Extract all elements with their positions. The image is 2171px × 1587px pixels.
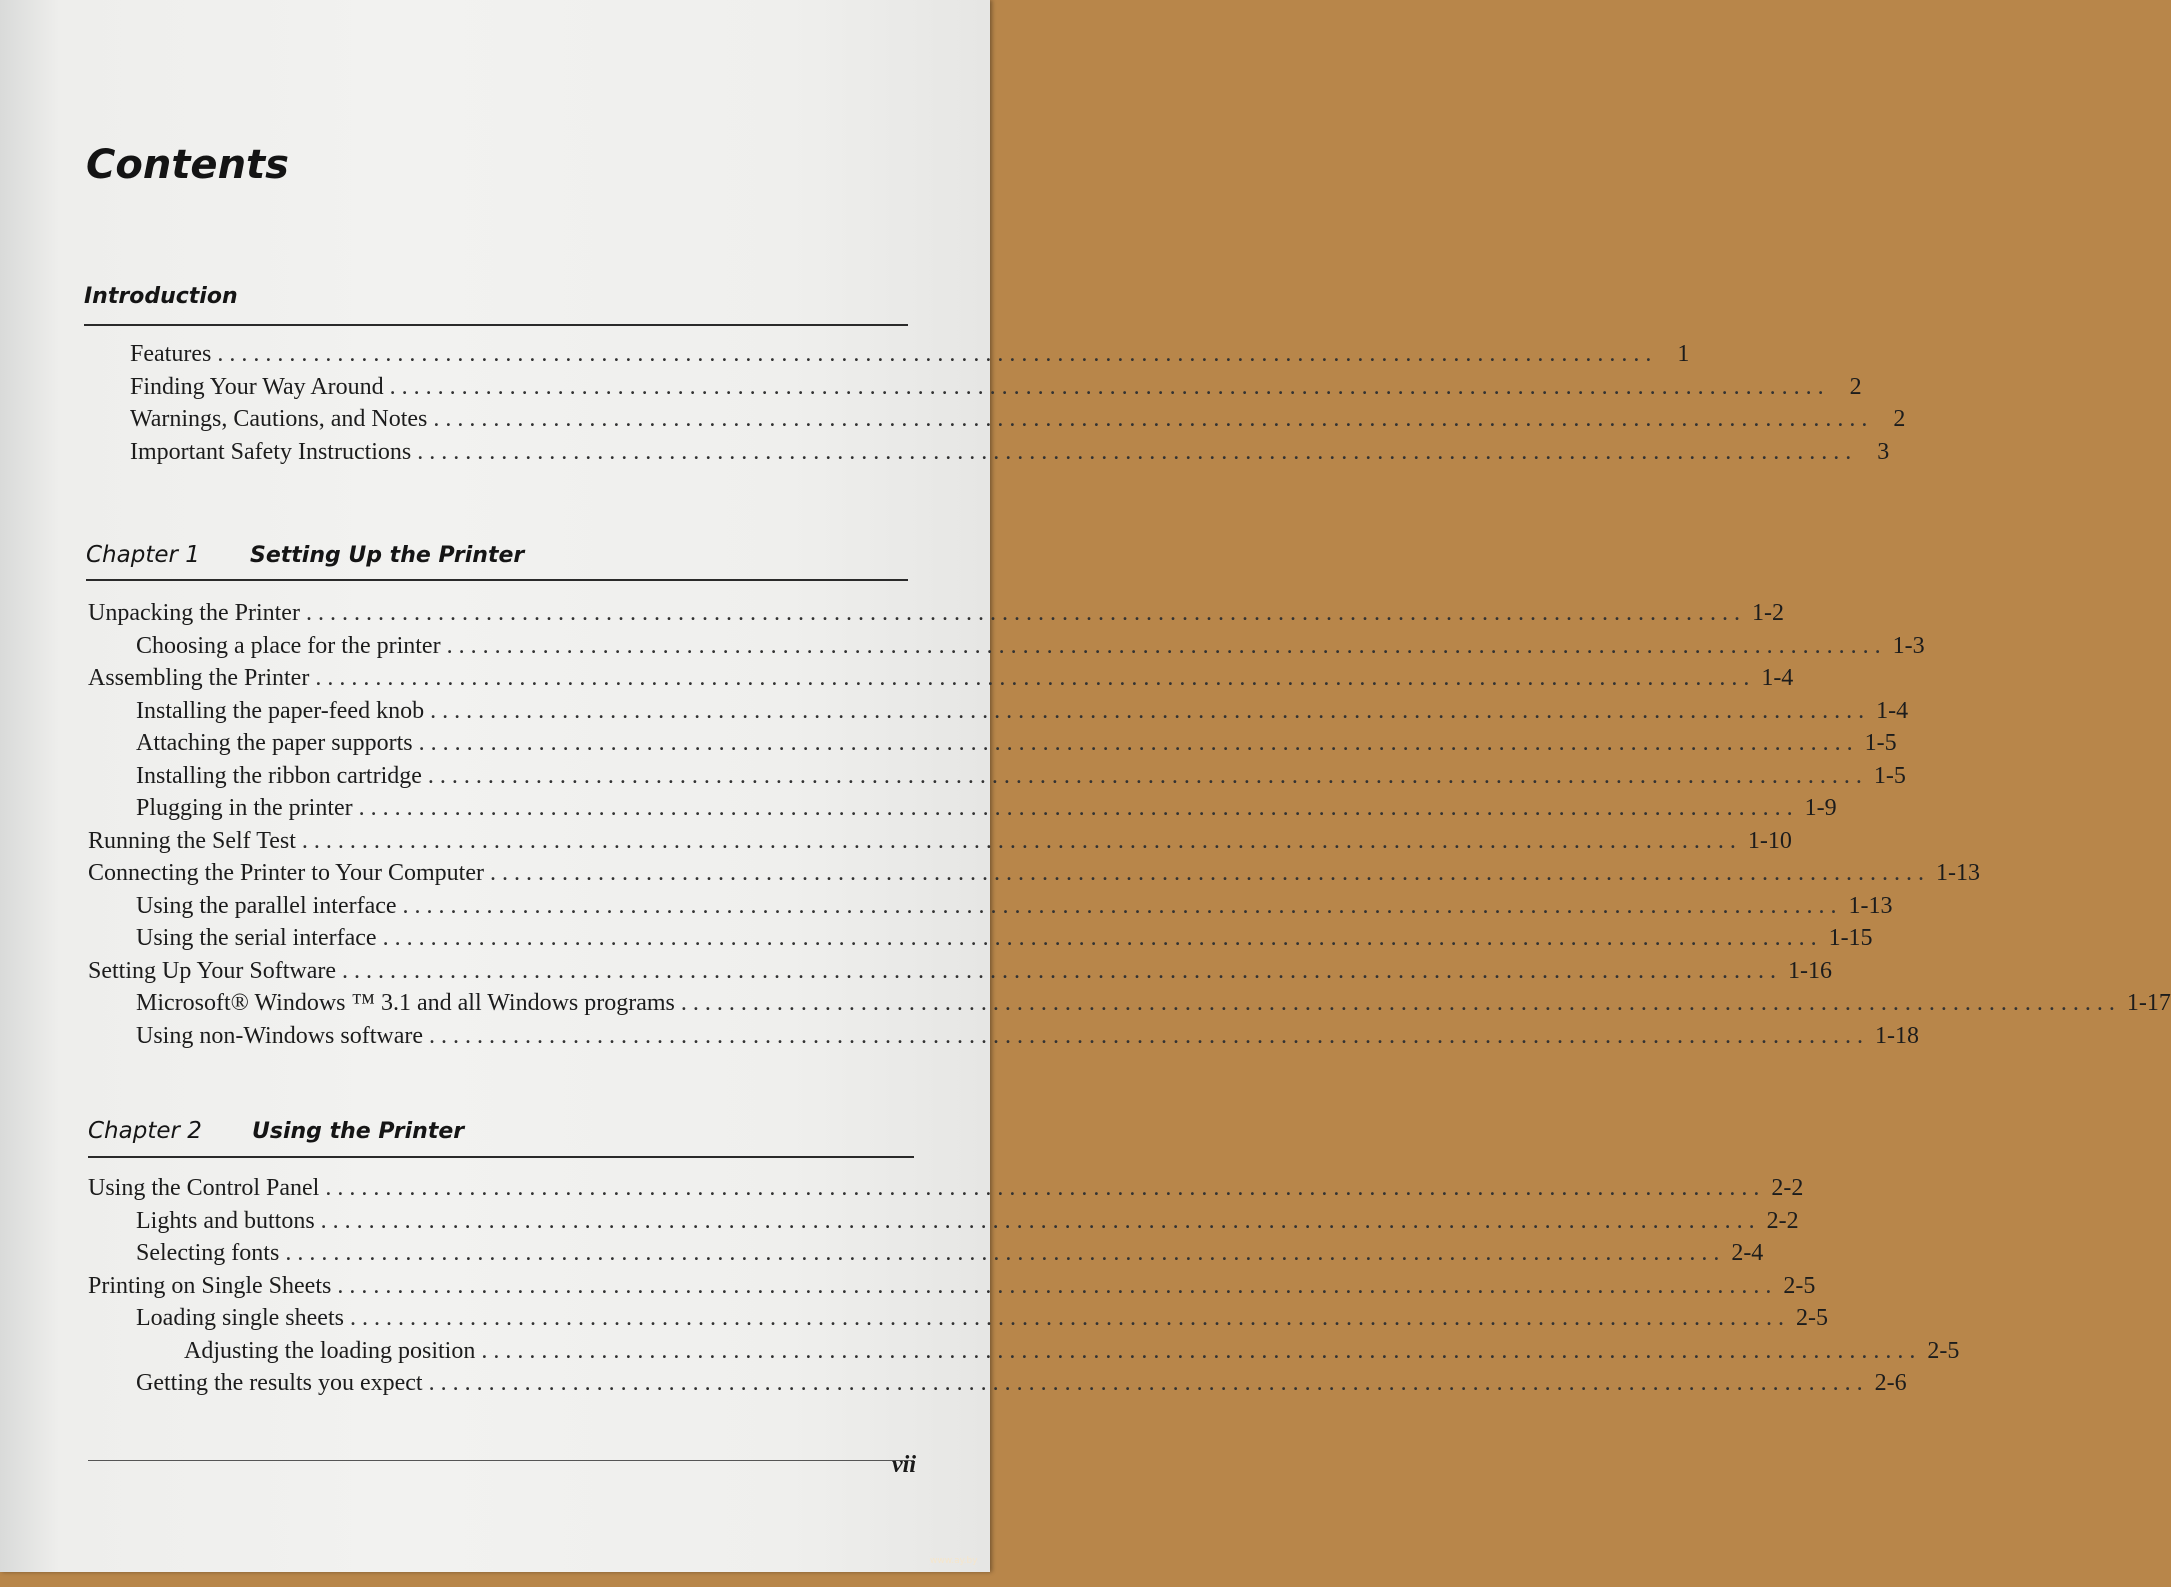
toc-list-chapter-1	[88, 597, 2171, 1052]
toc-entry	[88, 1270, 1816, 1303]
toc-entry-page: 2-5	[1927, 1337, 1960, 1364]
toc-entry	[88, 597, 1784, 630]
leader-dots: ........................................................................................................................	[446, 632, 1887, 659]
toc-entry-label: Using the serial interface	[136, 925, 377, 951]
toc-entry	[88, 1172, 1804, 1205]
toc-entry	[130, 403, 1906, 436]
toc-entry-label: Selecting fonts	[136, 1240, 280, 1266]
toc-entry-label: Installing the paper-feed knob	[136, 697, 425, 724]
toc-entry-label: Choosing a place for the printer	[136, 632, 441, 659]
leader-dots: ........................................................................................................................	[428, 1370, 1869, 1396]
toc-entry-label: Attaching the paper supports	[136, 730, 413, 756]
toc-entry-page: 1-13	[1935, 860, 1980, 886]
leader-dots: ........................................................................................................................	[418, 730, 1859, 756]
toc-entry	[88, 727, 1897, 760]
toc-entry	[88, 1335, 1960, 1368]
footer-rule	[88, 1460, 914, 1461]
toc-entry-page: 2-2	[1766, 1207, 1799, 1234]
toc-entry-label: Connecting the Printer to Your Computer	[88, 860, 484, 886]
leader-dots: ........................................................................................................................	[402, 892, 1843, 919]
section-heading-chapter-1	[86, 542, 908, 581]
toc-entry-label: Warnings, Cautions, and Notes	[130, 406, 428, 432]
toc-entry-page: 2	[1849, 373, 1862, 400]
chapter-title: Setting Up the Printer	[250, 543, 525, 568]
toc-entry-label: Adjusting the loading position	[184, 1337, 476, 1364]
leader-dots: ........................................................................................................................	[342, 957, 1783, 984]
toc-entry-page: 1-17	[2126, 990, 2171, 1016]
toc-entry	[88, 1367, 1907, 1400]
toc-entry-page: 1-5	[1864, 730, 1897, 756]
toc-entry-page: 1-10	[1747, 827, 1792, 854]
watermark: www.ay.by	[930, 1556, 978, 1566]
toc-entry-label: Running the Self Test	[88, 827, 296, 854]
toc-entry	[88, 630, 1925, 663]
toc-entry-label: Plugging in the printer	[136, 795, 353, 821]
toc-entry-page: 1-13	[1848, 892, 1893, 919]
page-title: Contents	[86, 142, 289, 188]
leader-dots: ........................................................................................................................	[337, 1272, 1778, 1299]
toc-entry-page: 2-6	[1874, 1370, 1907, 1396]
toc-entry	[130, 338, 1690, 371]
section-heading-chapter-2	[88, 1118, 914, 1158]
leader-dots: ........................................................................................................................	[382, 925, 1823, 951]
leader-dots: ........................................................................................................................	[427, 762, 1868, 789]
toc-entry	[88, 857, 1980, 890]
toc-entry-page: 2-5	[1783, 1272, 1816, 1299]
toc-entry-page: 1-16	[1788, 957, 1833, 984]
leader-dots: ........................................................................................................................	[429, 1022, 1869, 1049]
toc-entry	[130, 436, 1890, 469]
toc-entry-page: 2-2	[1771, 1175, 1804, 1201]
toc-entry-label: Finding Your Way Around	[130, 373, 384, 400]
toc-entry-label: Assembling the Printer	[88, 665, 310, 691]
toc-entry-label: Important Safety Instructions	[130, 438, 412, 465]
leader-dots: ........................................................................................................................	[325, 1175, 1766, 1201]
toc-entry	[88, 922, 1873, 955]
toc-entry-page: 2-4	[1731, 1240, 1764, 1266]
toc-entry-label: Printing on Single Sheets	[88, 1272, 332, 1299]
toc-entry	[88, 1205, 1799, 1238]
toc-entry-label: Loading single sheets	[136, 1305, 344, 1331]
toc-entry-label: Installing the ribbon cartridge	[136, 762, 422, 789]
toc-entry-page: 1-15	[1828, 925, 1873, 951]
chapter-label: Chapter 1	[86, 542, 200, 568]
leader-dots: ........................................................................................................................	[433, 406, 1874, 432]
toc-entry	[88, 955, 1833, 988]
leader-dots: ........................................................................................................................	[389, 373, 1830, 400]
page-number: vii	[892, 1452, 916, 1478]
toc-entry-label: Unpacking the Printer	[88, 600, 300, 626]
toc-entry-label: Microsoft® Windows ™ 3.1 and all Windows programs	[136, 990, 675, 1016]
leader-dots: ........................................................................................................................	[217, 341, 1658, 367]
toc-entry	[88, 825, 1792, 858]
toc-entry-page: 1-4	[1761, 665, 1794, 691]
toc-entry-page: 1-3	[1892, 632, 1925, 659]
toc-list-chapter-2	[88, 1172, 1960, 1400]
toc-entry-label: Features	[130, 341, 212, 367]
chapter-label: Chapter 2	[88, 1118, 202, 1144]
leader-dots: ........................................................................................................................	[680, 990, 2121, 1016]
toc-entry-page: 2-5	[1795, 1305, 1828, 1331]
leader-dots: ........................................................................................................................	[358, 795, 1799, 821]
toc-entry-label: Setting Up Your Software	[88, 957, 337, 984]
toc-entry-page: 2	[1893, 406, 1906, 432]
toc-entry-page: 1-18	[1875, 1022, 1919, 1049]
leader-dots: ........................................................................................................................	[430, 697, 1871, 724]
toc-entry-label: Using the parallel interface	[136, 892, 397, 919]
toc-entry-page: 1-9	[1804, 795, 1837, 821]
toc-entry-label: Getting the results you expect	[136, 1370, 423, 1396]
leader-dots: ........................................................................................................................	[301, 827, 1742, 854]
toc-entry	[88, 890, 1893, 923]
toc-list-introduction	[130, 338, 1906, 468]
toc-entry	[88, 1302, 1828, 1335]
leader-dots: ........................................................................................................................	[315, 665, 1756, 691]
leader-dots: ........................................................................................................................	[320, 1207, 1761, 1234]
toc-entry-page: 3	[1877, 438, 1890, 465]
leader-dots: ........................................................................................................................	[417, 438, 1858, 465]
toc-entry-label: Lights and buttons	[136, 1207, 315, 1234]
toc-entry-label: Using the Control Panel	[88, 1175, 320, 1201]
toc-entry	[88, 1237, 1764, 1270]
toc-entry-page: 1	[1677, 341, 1690, 367]
toc-entry	[88, 760, 1906, 793]
leader-dots: ........................................................................................................................	[481, 1337, 1922, 1364]
toc-entry	[88, 987, 2171, 1020]
toc-entry	[88, 695, 1909, 728]
toc-entry-page: 1-5	[1873, 762, 1906, 789]
toc-entry	[130, 371, 1862, 404]
toc-entry-page: 1-2	[1751, 600, 1784, 626]
chapter-title: Using the Printer	[252, 1119, 465, 1144]
leader-dots: ........................................................................................................................	[305, 600, 1746, 626]
leader-dots: ........................................................................................................................	[285, 1240, 1726, 1266]
section-heading-introduction: Introduction	[84, 284, 908, 326]
toc-entry	[88, 662, 1794, 695]
toc-entry	[88, 792, 1837, 825]
toc-entry-label: Using non-Windows software	[136, 1022, 423, 1049]
leader-dots: ........................................................................................................................	[489, 860, 1930, 886]
toc-entry-page: 1-4	[1876, 697, 1909, 724]
toc-entry	[88, 1020, 1919, 1053]
leader-dots: ........................................................................................................................	[349, 1305, 1790, 1331]
